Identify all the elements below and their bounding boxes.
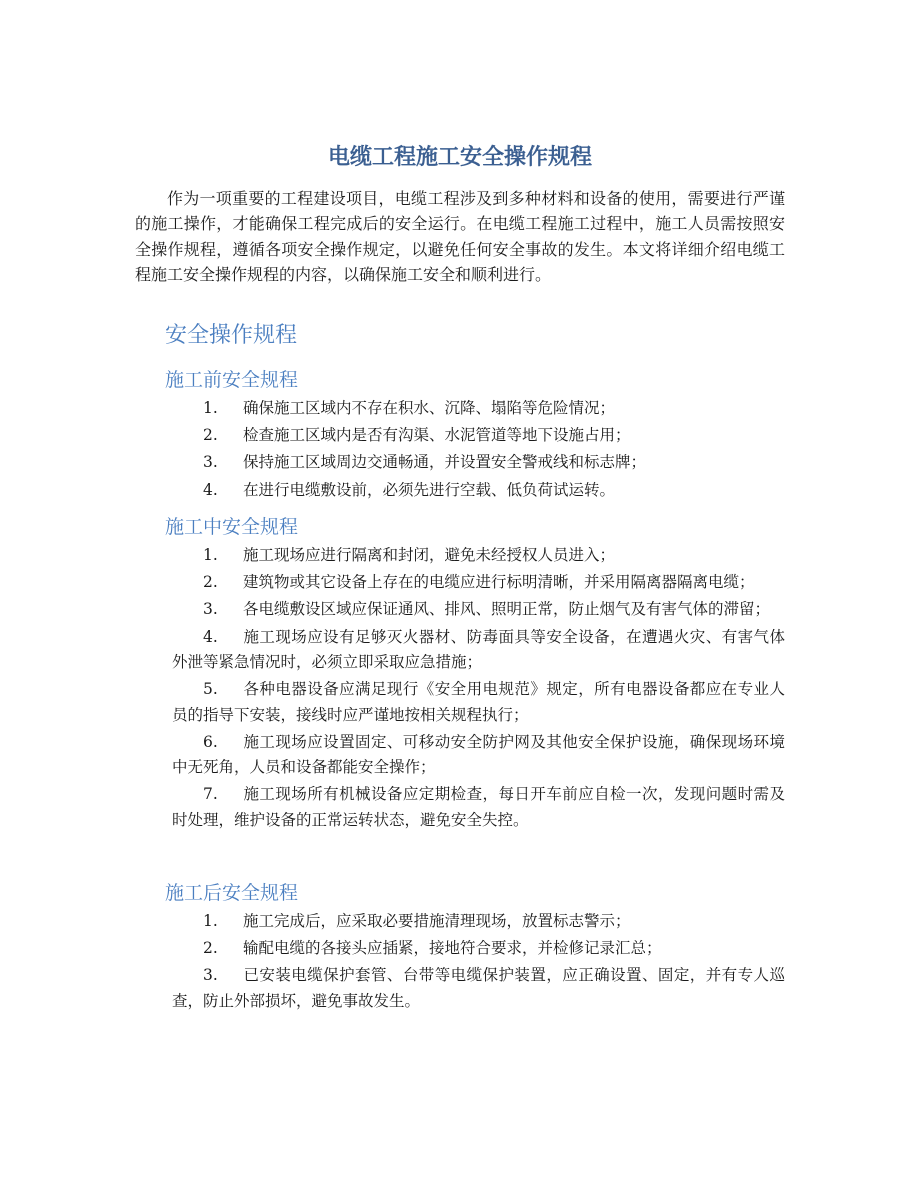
list-item — [172, 936, 785, 961]
list-after-construction — [172, 909, 785, 1016]
intro-paragraph: 作为一项重要的工程建设项目，电缆工程涉及到多种材料和设备的使用，需要进行严谨的施工操作，才能确保工程完成后的安全运行。在电缆工程施工过程中，施工人员需按照安全操作规程，遵循各项安全操作规定，以避免任何安全事故的发生。本文将详细介绍电缆工程施工安全操作规程的内容，以确保施工安全和顺利进行。 — [135, 189, 785, 285]
list-item-text: 施工现场所有机械设备应定期检查，每日开车前应自检一次，发现问题时需及时处理，维护设备的正常运转状态，避免安全失控。 — [172, 785, 785, 829]
list-item-text: 已安装电缆保护套管、台带等电缆保护装置，应正确设置、固定，并有专人巡查，防止外部损坏，避免事故发生。 — [172, 966, 785, 1010]
list-item-number: 4. — [203, 480, 218, 499]
list-item-text: 施工完成后，应采取必要措施清理现场，放置标志警示； — [243, 912, 631, 930]
list-item-number: 1. — [203, 546, 218, 564]
list-item-number: 4. — [203, 627, 218, 646]
list-before-construction — [172, 396, 785, 505]
subsection-heading-during: 施工中安全规程 — [165, 516, 299, 538]
subsection-heading-after: 施工后安全规程 — [165, 882, 299, 904]
list-item — [172, 423, 785, 448]
list-item — [172, 963, 785, 1014]
list-item-text: 施工现场应设有足够灭火器材、防毒面具等安全设备，在遭遇火灾、有害气体外泄等紧急情况时，必须立即采取应急措施； — [172, 627, 785, 672]
list-item-text: 检查施工区域内是否有沟渠、水泥管道等地下设施占用； — [243, 426, 631, 445]
list-item — [172, 478, 785, 503]
list-item — [172, 450, 785, 475]
list-item-number: 5. — [203, 680, 218, 699]
list-item — [172, 730, 785, 781]
list-during-construction — [172, 543, 785, 835]
list-item-number: 6. — [203, 732, 218, 751]
list-item-text: 输配电缆的各接头应插紧，接地符合要求，并检修记录汇总； — [243, 939, 662, 958]
list-item-number: 2. — [203, 939, 218, 958]
list-item-number: 3. — [203, 600, 218, 619]
list-item-number: 2. — [203, 573, 218, 592]
document-title: 电缆工程施工安全操作规程 — [327, 145, 592, 170]
list-item — [172, 396, 785, 421]
list-item-text: 在进行电缆敷设前，必须先进行空载、低负荷试运转。 — [243, 480, 616, 499]
list-item-text: 建筑物或其它设备上存在的电缆应进行标明清晰，并采用隔离器隔离电缆； — [243, 573, 755, 592]
list-item-number: 1. — [203, 912, 218, 930]
list-item — [172, 597, 785, 622]
list-item-number: 1. — [203, 399, 218, 417]
list-item-number: 3. — [203, 966, 218, 985]
list-item-text: 施工现场应进行隔离和封闭，避免未经授权人员进入； — [243, 546, 616, 564]
subsection-heading-before: 施工前安全规程 — [165, 369, 299, 391]
section-heading: 安全操作规程 — [165, 323, 298, 348]
list-item-text: 保持施工区域周边交通畅通，并设置安全警戒线和标志牌； — [243, 453, 647, 472]
list-item — [172, 570, 785, 595]
list-item-number: 3. — [203, 453, 218, 472]
list-item — [172, 625, 785, 676]
list-item — [172, 543, 785, 568]
list-item-text: 各电缆敷设区域应保证通风、排风、照明正常，防止烟气及有害气体的滞留； — [243, 600, 771, 619]
list-item-number: 7. — [203, 785, 218, 804]
list-item-text: 施工现场应设置固定、可移动安全防护网及其他安全保护设施，确保现场环境中无死角，人员和设备都能安全操作； — [172, 732, 785, 777]
list-item — [172, 909, 785, 934]
list-item-number: 2. — [203, 426, 218, 445]
list-item-text: 各种电器设备应满足现行《安全用电规范》规定，所有电器设备都应在专业人员的指导下安装，接线时应严谨地按相关规程执行； — [172, 680, 785, 724]
list-item — [172, 677, 785, 728]
list-item-text: 确保施工区域内不存在积水、沉降、塌陷等危险情况； — [243, 399, 616, 417]
list-item — [172, 782, 785, 833]
